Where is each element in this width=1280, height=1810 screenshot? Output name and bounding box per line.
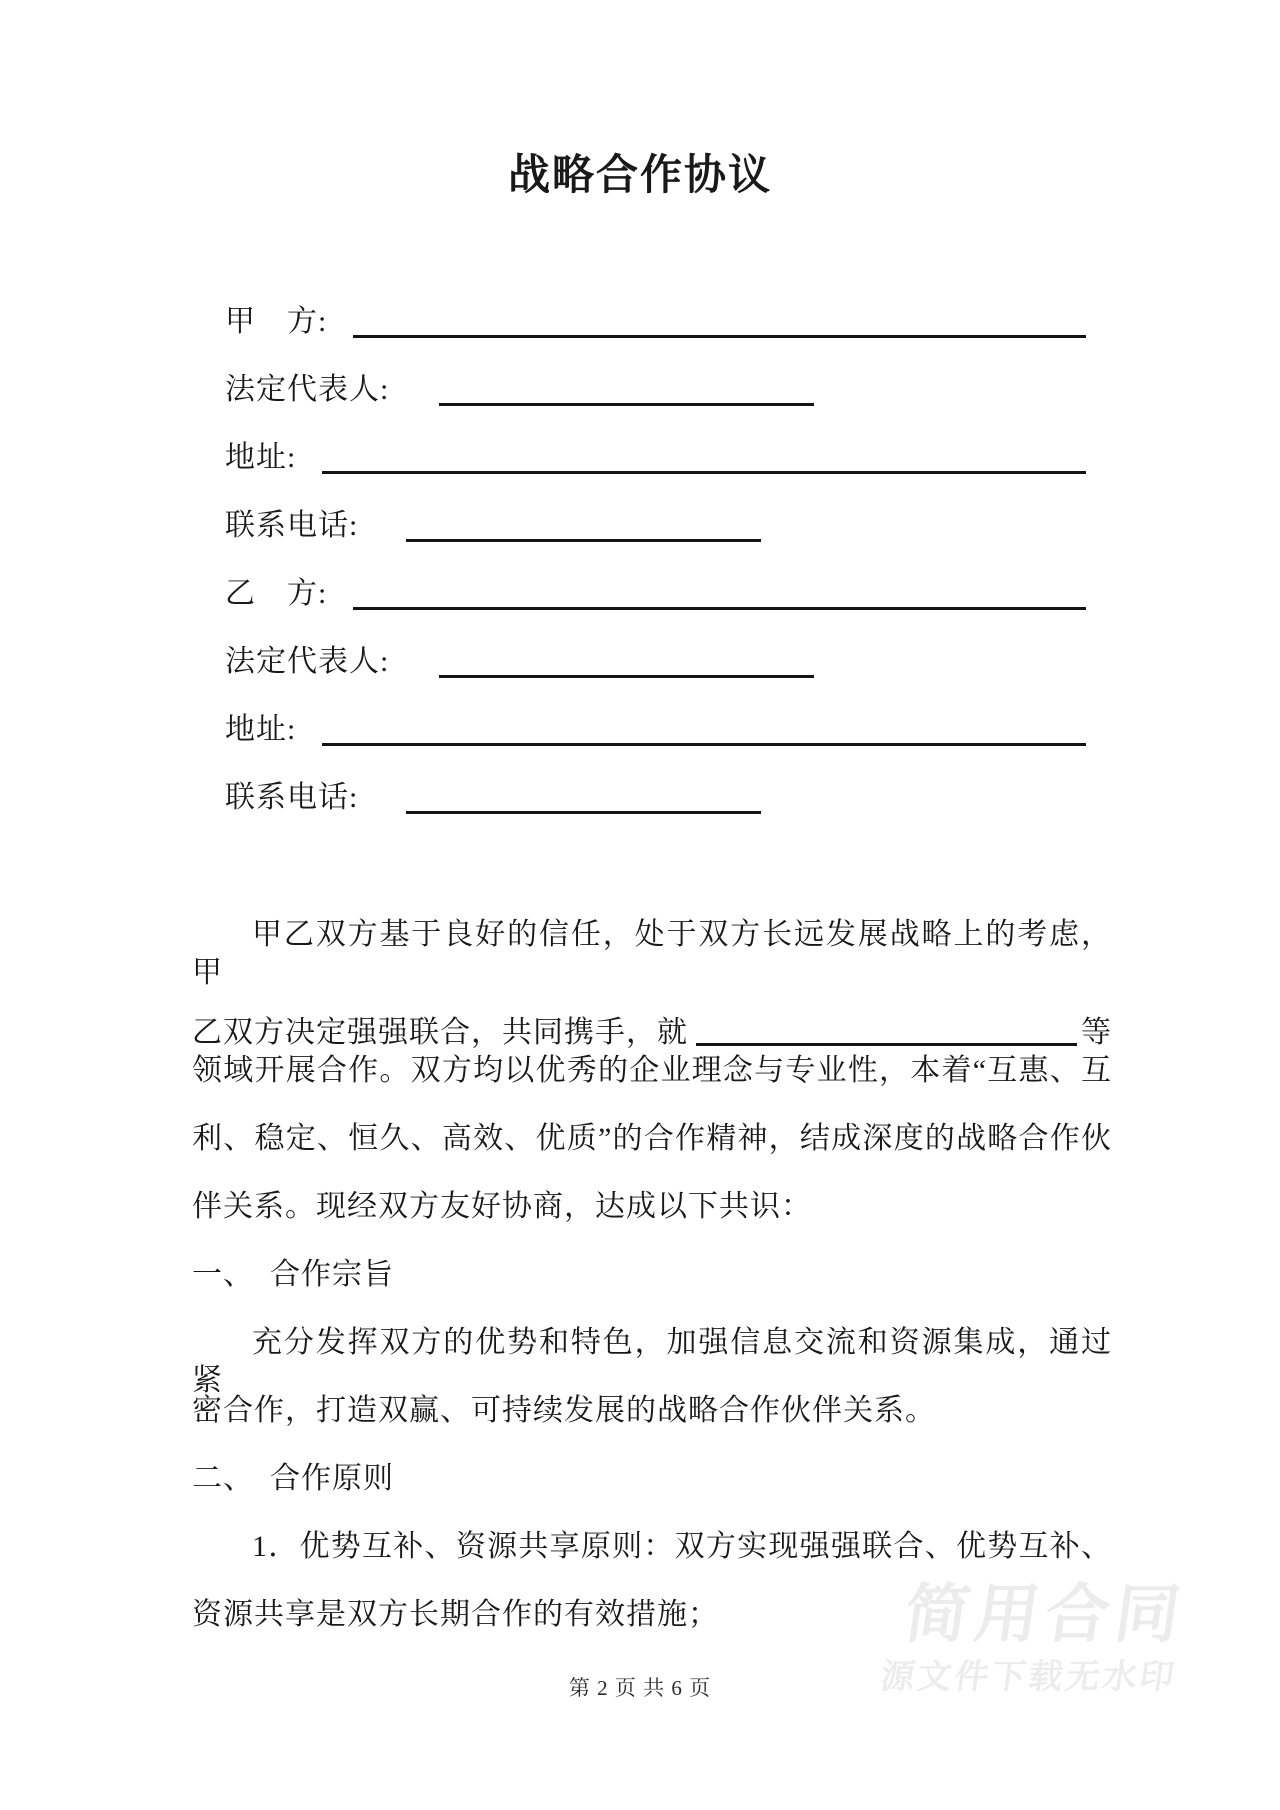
blank-line-party-a [353,335,1086,338]
para3-line2: 资源共享是双方长期合作的有效措施； [192,1598,719,1631]
blank-line-legal-rep-b [439,675,814,678]
para1-line5: 伴关系。现经双方友好协商，达成以下共识： [192,1190,812,1223]
field-label-legal-rep-a: 法定代表人: [225,373,390,406]
watermark-brand: 简用合同 [900,1578,1191,1652]
section-heading-1: 一、 合作宗旨 [192,1258,394,1291]
para1-line2 [192,984,1112,1052]
field-row-phone-b [225,749,1086,817]
section-heading-2: 二、 合作原则 [192,1462,394,1495]
blank-line-phone-b [406,811,761,814]
field-label-phone-a: 联系电话: [225,509,359,542]
field-label-legal-rep-b: 法定代表人: [225,645,390,678]
field-row-phone-a [225,477,1086,545]
para1-line4: 利、稳定、恒久、高效、优质”的合作精神，结成深度的战略合作伙 [192,1122,1112,1155]
field-label-address-a: 地址: [225,441,297,474]
para2-line2: 密合作，打造双赢、可持续发展的战略合作伙伴关系。 [192,1394,936,1427]
page-number-footer: 第 2 页 共 6 页 [568,1676,712,1700]
para1-line2-before: 乙双方决定强强联合，共同携手，就 [192,1016,688,1049]
blank-line-party-b [353,607,1086,610]
blank-line-address-a [322,471,1086,474]
para3-line1: 1．优势互补、资源共享原则：双方实现强强联合、优势互补、 [252,1530,1112,1563]
field-row-legal-rep-b [225,613,1086,681]
field-row-legal-rep-a [225,341,1086,409]
blank-line-phone-a [406,539,761,542]
field-label-party-a: 甲 方: [225,305,328,338]
blank-line-legal-rep-a [439,403,814,406]
para2-line1: 充分发挥双方的优势和特色，加强信息交流和资源集成，通过紧 [192,1326,1112,1397]
blank-line-address-b [322,743,1086,746]
field-row-address-a [225,409,1086,477]
field-label-party-b: 乙 方: [225,577,328,610]
field-row-party-a [225,273,1086,341]
inline-blank-line [696,1043,1077,1046]
para1-line3: 领域开展合作。双方均以优秀的企业理念与专业性，本着“互惠、互 [192,1054,1112,1087]
field-row-party-b [225,545,1086,613]
field-label-address-b: 地址: [225,713,297,746]
body-text [192,916,1112,1664]
party-info-fields [225,273,1086,817]
para1-line2-after: 等 [1081,1016,1112,1049]
field-label-phone-b: 联系电话: [225,781,359,814]
page-title: 战略合作协议 [507,153,772,199]
watermark-tagline: 源文件下载无水印 [877,1657,1180,1697]
para1-line1: 甲乙双方基于良好的信任，处于双方长远发展战略上的考虑，甲 [192,918,1112,989]
field-row-address-b [225,681,1086,749]
